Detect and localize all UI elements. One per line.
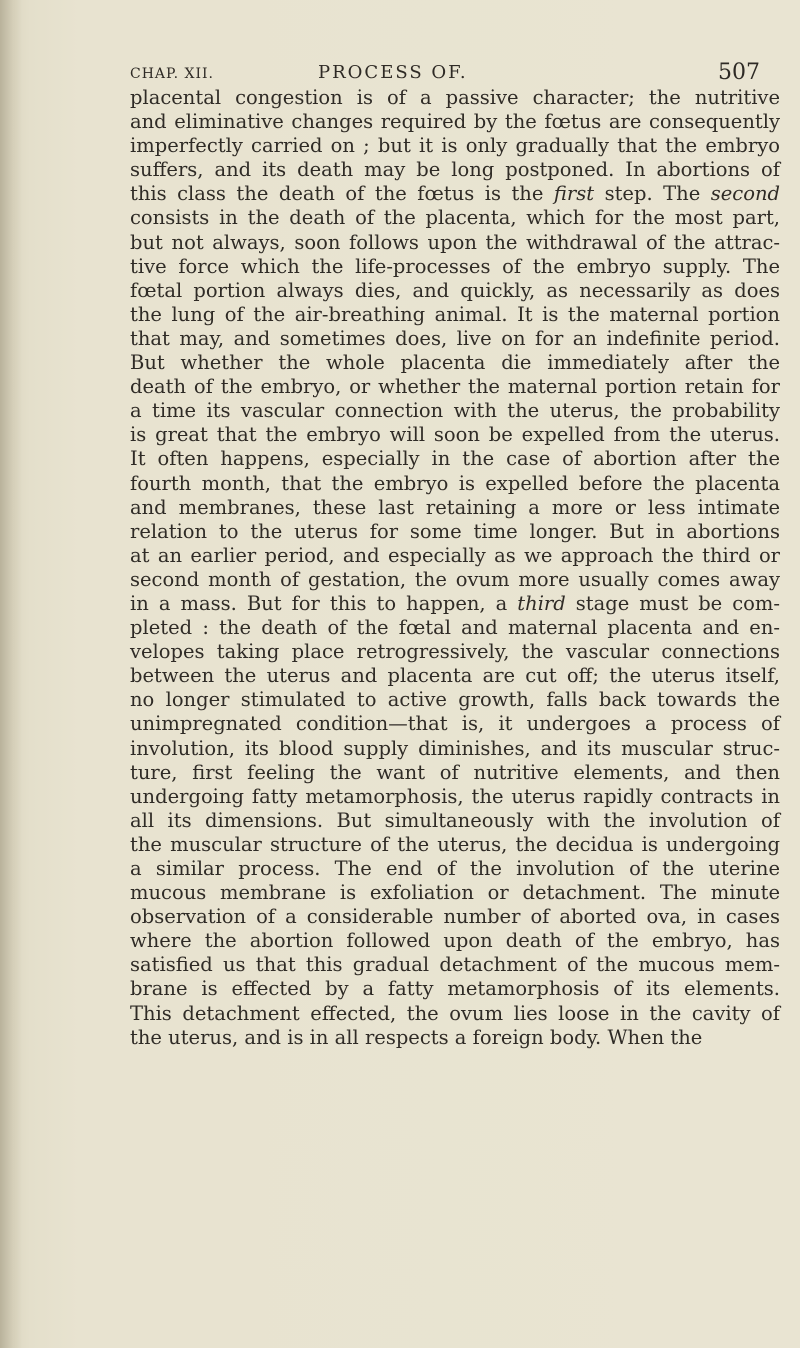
text-line: between the uterus and placenta are cut off; the uterus itself,	[130, 664, 780, 688]
text-line: This detachment effected, the ovum lies loose in the cavity of	[130, 1001, 780, 1025]
text-line: the uterus, and is in all respects a foreign body. When the	[130, 1025, 703, 1049]
text-line: at an earlier period, and especially as we approach the third or	[130, 543, 780, 567]
text-line: where the abortion followed upon death of the embryo, has	[130, 929, 780, 953]
text-line: pleted : the death of the fœtal and maternal placenta and en-	[130, 616, 780, 640]
chapter-label: CHAP. XII.	[130, 66, 214, 82]
text-line: fourth month, that the embryo is expelled before the placenta	[130, 471, 780, 495]
text-line: velopes taking place retrogressively, the vascular connections	[130, 640, 780, 664]
text-line: fœtal portion always dies, and quickly, as necessarily as does	[130, 278, 780, 302]
text-line: imperfectly carried on ; but it is only gradually that the embryo	[130, 134, 780, 158]
text-line: consists in the death of the placenta, which for the most part,	[130, 206, 780, 230]
text-line: but not always, soon follows upon the withdrawal of the attrac-	[130, 230, 780, 254]
text-line: all its dimensions. But simultaneously with the involution of	[130, 808, 780, 832]
text-line: and membranes, these last retaining a more or less intimate	[130, 495, 780, 519]
body-text	[130, 86, 780, 1050]
text-line: tive force which the life-processes of the embryo supply. The	[130, 254, 780, 278]
text-line: But whether the whole placenta die immediately after the	[130, 351, 780, 375]
text-line: and eliminative changes required by the fœtus are consequently	[130, 110, 780, 134]
text-line: suffers, and its death may be long postponed. In abortions of	[130, 158, 780, 182]
text-line: the muscular structure of the uterus, the decidua is undergoing	[130, 832, 780, 856]
text-line: relation to the uterus for some time longer. But in abortions	[130, 519, 780, 543]
text-line: mucous membrane is exfoliation or detachment. The minute	[130, 881, 780, 905]
text-line: in a mass. But for this to happen, a third stage must be com-	[130, 591, 780, 615]
text-line: no longer stimulated to active growth, falls back towards the	[130, 688, 780, 712]
text-line: the lung of the air-breathing animal. It is the maternal portion	[130, 302, 780, 326]
text-line: brane is effected by a fatty metamorphosis of its elements.	[130, 977, 780, 1001]
text-line: unimpregnated condition—that is, it undergoes a process of	[130, 712, 780, 736]
page-number: 507	[718, 60, 760, 85]
text-line: observation of a considerable number of aborted ova, in cases	[130, 905, 780, 929]
text-line: is great that the embryo will soon be expelled from the uterus.	[130, 423, 780, 447]
text-line: that may, and sometimes does, live on for an indefinite period.	[130, 326, 780, 350]
text-line: this class the death of the fœtus is the first step. The second	[130, 182, 780, 206]
text-line: a time its vascular connection with the uterus, the probability	[130, 399, 780, 423]
text-line: placental congestion is of a passive character; the nutritive	[130, 86, 780, 109]
page-title: PROCESS OF.	[318, 62, 468, 83]
text-line: a similar process. The end of the involution of the uterine	[130, 857, 780, 880]
text-line: It often happens, especially in the case of abortion after the	[130, 447, 780, 471]
text-line: second month of gestation, the ovum more usually comes away	[130, 567, 780, 591]
text-line: ture, first feeling the want of nutritive elements, and then	[130, 760, 780, 784]
text-line: undergoing fatty metamorphosis, the uterus rapidly contracts in	[130, 784, 780, 808]
text-line: death of the embryo, or whether the maternal portion retain for	[130, 375, 780, 399]
page-gutter-shadow	[0, 0, 22, 1348]
text-line: involution, its blood supply diminishes, and its muscular struc-	[130, 736, 780, 760]
text-line: satisfied us that this gradual detachment of the mucous mem-	[130, 953, 780, 977]
